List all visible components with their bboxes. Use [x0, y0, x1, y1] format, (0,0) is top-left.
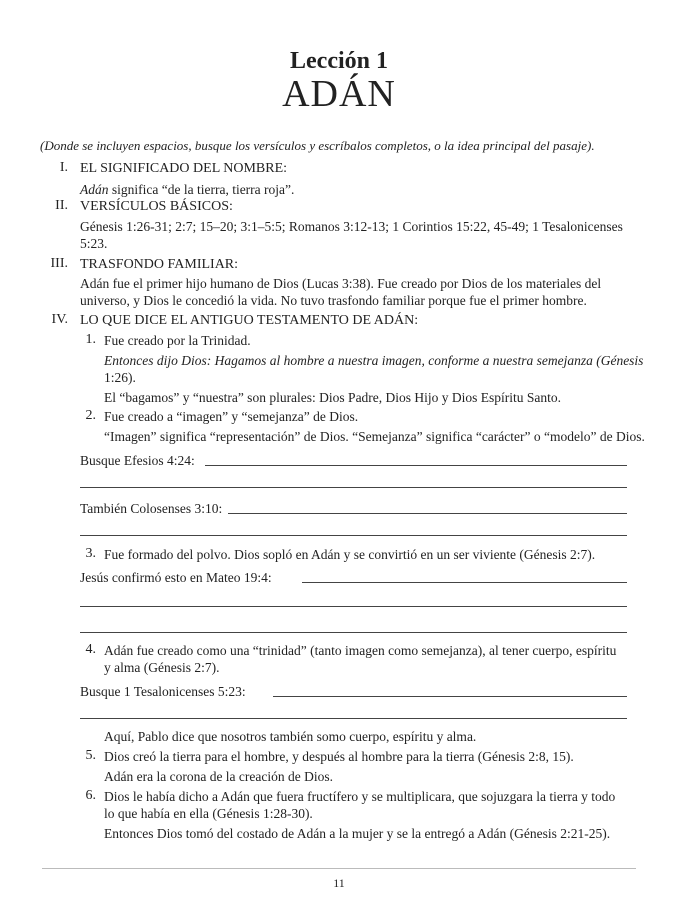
item-number-4: 4.: [85, 642, 96, 657]
section-numeral-3: III.: [50, 256, 68, 271]
item-text-4-line2: y alma (Génesis 2:7).: [104, 660, 220, 675]
prompt-mateo: Jesús confirmó esto en Mateo 19:4:: [80, 570, 272, 585]
item-text-4-line1: Adán fue creado como una “trinidad” (tanto imagen como semejanza), al tener cuerpo, espíritu: [104, 643, 617, 658]
answer-line-tesalonicenses[interactable]: [273, 696, 627, 697]
answer-line-efesios-2[interactable]: [80, 487, 627, 488]
item-subtext-5: Adán era la corona de la creación de Dios.: [104, 769, 334, 784]
section-body-2-line2: 5:23.: [80, 236, 108, 251]
item-text-6-line2: lo que había en ella (Génesis 1:28-30).: [104, 806, 313, 821]
item-plural-note: El “bagamos” y “nuestra” son plurales: Dios Padre, Dios Hijo y Dios Espíritu Santo.: [104, 390, 562, 405]
item-text-1: Fue creado por la Trinidad.: [104, 333, 251, 348]
prompt-tesalonicenses: Busque 1 Tesalonicenses 5:23:: [80, 684, 246, 699]
section-numeral-4: IV.: [51, 312, 68, 327]
section-numeral-1: I.: [59, 160, 68, 175]
instructions: (Donde se incluyen espacios, busque los versículos y escríbalos completos, o la idea principal del pasaje).: [40, 138, 595, 153]
section-body-3-line2: universo, y Dios le concedió la vida. No tuvo trasfondo familiar porque fue el primer hombre.: [80, 293, 587, 308]
item-text-2: Fue creado a “imagen” y “semejanza” de Dios.: [104, 409, 359, 424]
item-text-3: Fue formado del polvo. Dios sopló en Adán y se convirtió en un ser viviente (Génesis 2:7).: [104, 547, 596, 562]
section-body-2-line1: Génesis 1:26-31; 2:7; 15–20; 3:1–5:5; Romanos 3:12-13; 1 Corintios 15:22, 45-49; 1 Tesalonicenses: [80, 219, 623, 234]
item-text-4-note: Aquí, Pablo dice que nosotros también somo cuerpo, espíritu y alma.: [104, 729, 477, 744]
item-definition-2: “Imagen” significa “representación” de Dios. “Semejanza” significa “carácter” o “modelo” de Dios.: [104, 429, 645, 444]
answer-line-colosenses[interactable]: [228, 513, 627, 514]
answer-line-colosenses-2[interactable]: [80, 535, 627, 536]
item-text-5: Dios creó la tierra para el hombre, y después al hombre para la tierra (Génesis 2:8, 15).: [104, 749, 574, 764]
section-heading-3: TRASFONDO FAMILIAR:: [80, 257, 239, 272]
answer-line-tesalonicenses-2[interactable]: [80, 718, 627, 719]
item-text-6-line3: Entonces Dios tomó del costado de Adán a la mujer y se la entregó a Adán (Génesis 2:21-25).: [104, 826, 611, 841]
section-body-3-line1: Adán fue el primer hijo humano de Dios (Lucas 3:38). Fue creado por Dios de los materiales del: [80, 276, 602, 291]
item-number-6: 6.: [85, 788, 96, 803]
prompt-efesios: Busque Efesios 4:24:: [80, 453, 195, 468]
answer-line-mateo-3[interactable]: [80, 632, 627, 633]
name-word: Adán: [80, 182, 109, 197]
item-text-6-line1: Dios le había dicho a Adán que fuera fructífero y se multiplicara, que sojuzgara la tierra y todo: [104, 789, 616, 804]
section-heading-2: VERSÍCULOS BÁSICOS:: [80, 199, 233, 214]
item-quote-1-line1: Entonces dijo Dios: Hagamos al hombre a nuestra imagen, conforme a nuestra semejanza (Génesis: [104, 353, 644, 368]
item-number-2: 2.: [85, 408, 96, 423]
name-meaning: significa “de la tierra, tierra roja”.: [108, 182, 295, 197]
lesson-label: Lección 1: [290, 48, 388, 74]
item-number-5: 5.: [85, 748, 96, 763]
page-title: ADÁN: [282, 73, 396, 115]
item-number-1: 1.: [85, 332, 96, 347]
footer-divider: [42, 868, 636, 869]
section-numeral-2: II.: [55, 198, 68, 213]
section-heading-4: LO QUE DICE EL ANTIGUO TESTAMENTO DE ADÁN:: [80, 313, 419, 328]
answer-line-mateo[interactable]: [302, 582, 627, 583]
section-heading-1: EL SIGNIFICADO DEL NOMBRE:: [80, 161, 288, 176]
answer-line-mateo-2[interactable]: [80, 606, 627, 607]
prompt-colosenses: También Colosenses 3:10:: [80, 501, 223, 516]
answer-line-efesios[interactable]: [205, 465, 627, 466]
item-number-3: 3.: [85, 546, 96, 561]
section-body-1: [80, 181, 294, 198]
page-number: 11: [333, 876, 345, 890]
item-quote-1-line2: 1:26).: [104, 370, 136, 385]
